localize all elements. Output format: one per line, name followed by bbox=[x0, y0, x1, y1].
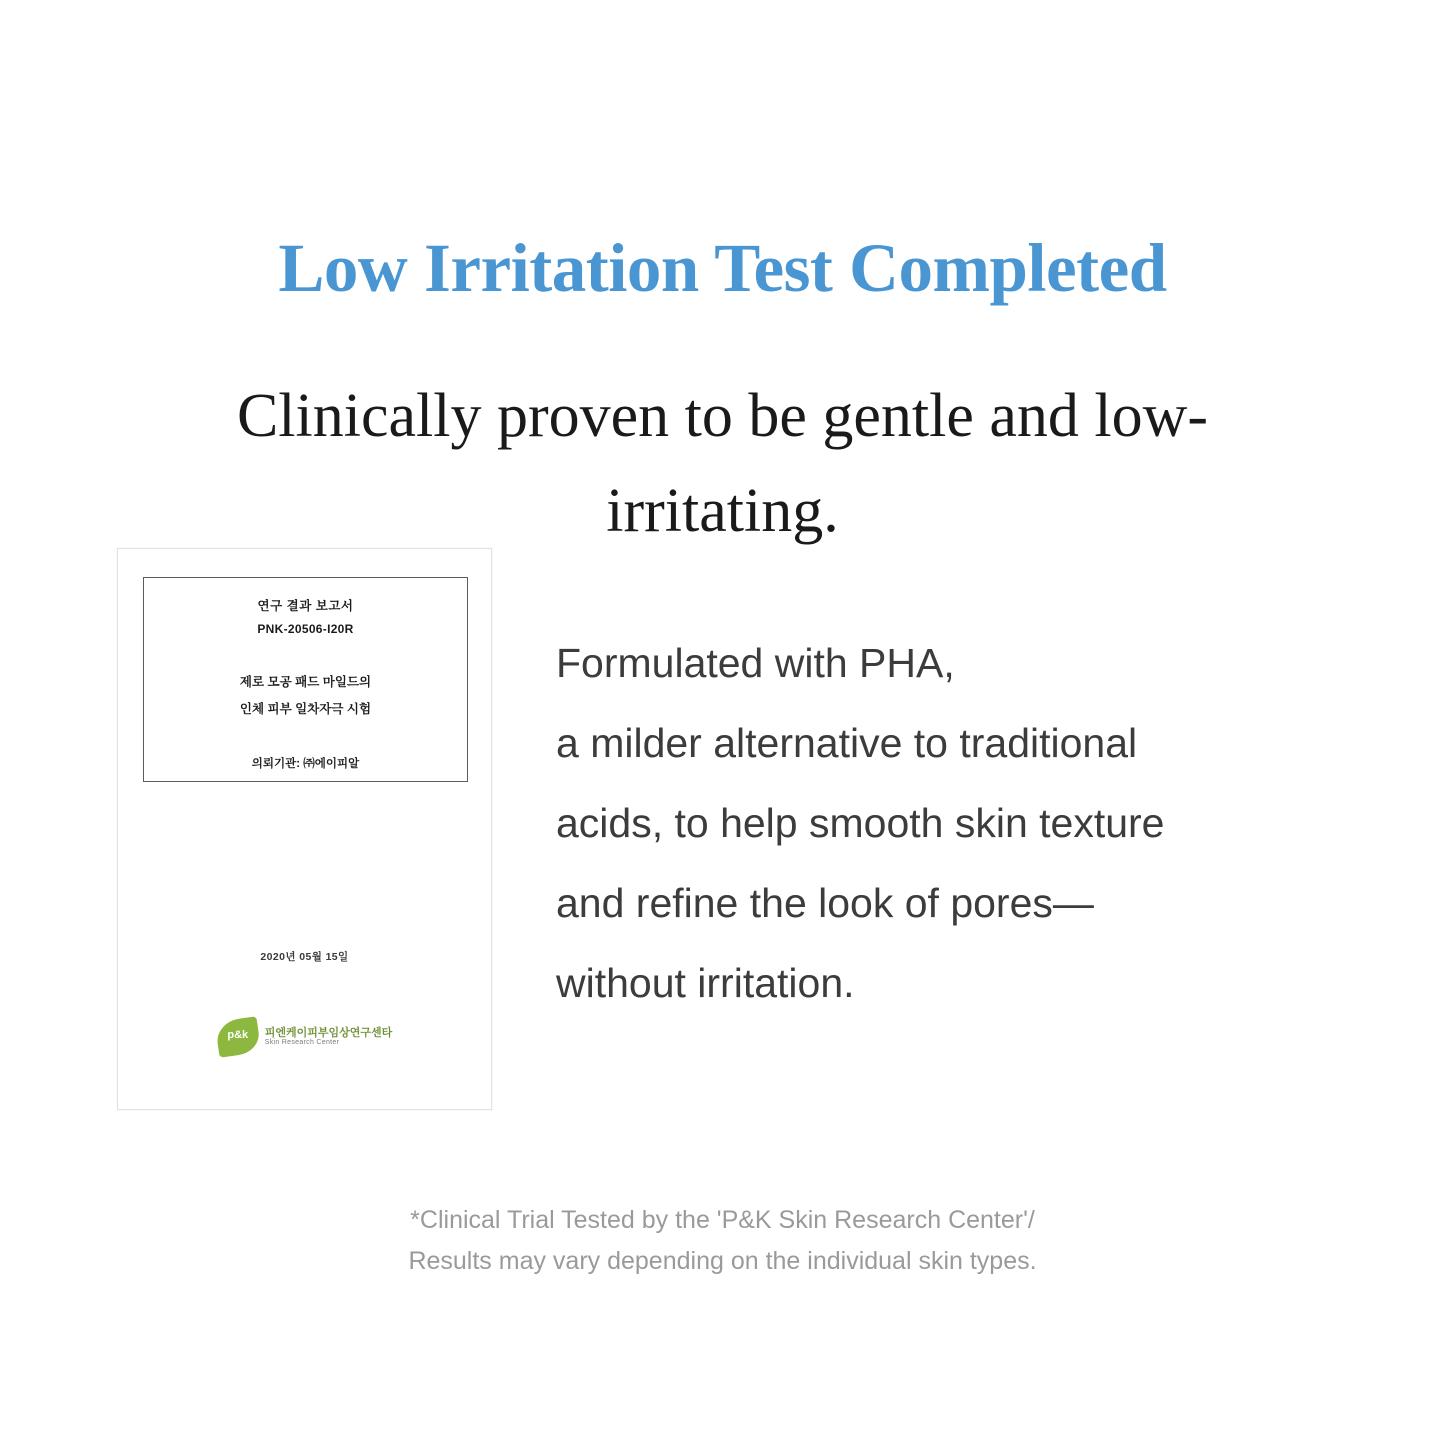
body-copy bbox=[556, 624, 1346, 1024]
certificate-date: 2020년 05월 15일 bbox=[260, 951, 349, 963]
footnote-line-2: Results may vary depending on the individual skin types. bbox=[408, 1246, 1037, 1275]
body-line-1: Formulated with PHA, bbox=[556, 640, 955, 686]
certificate-logo bbox=[118, 1019, 491, 1055]
page-title: Low Irritation Test Completed bbox=[278, 230, 1167, 307]
footnote-line-1: *Clinical Trial Tested by the 'P&K Skin Research Center'/ bbox=[410, 1206, 1035, 1234]
certificate-subject-line-2: 인체 피부 일차자극 시험 bbox=[239, 702, 372, 716]
page-subtitle: Clinically proven to be gentle and low-irritating. bbox=[236, 382, 1209, 545]
certificate-document bbox=[117, 548, 492, 1110]
body-line-3: acids, to help smooth skin texture bbox=[556, 799, 1165, 846]
leaf-icon bbox=[217, 1019, 259, 1055]
body-line-2: a milder alternative to traditional bbox=[556, 719, 1138, 766]
logo-name-kr: 피엔케이피부임상연구센타 bbox=[264, 1026, 393, 1039]
footnote bbox=[0, 1200, 1445, 1281]
certificate-title: 연구 결과 보고서 bbox=[257, 599, 354, 613]
certificate-client: 의뢰기관: ㈜에이피알 bbox=[251, 758, 360, 770]
logo-name-en: Skin Research Center bbox=[264, 1039, 340, 1047]
certificate-code: PNK-20506-I20R bbox=[257, 622, 354, 636]
body-line-4: and refine the look of pores— bbox=[556, 879, 1094, 926]
body-line-5: without irritation. bbox=[556, 959, 855, 1006]
certificate-subject-line-1: 제로 모공 패드 마일드의 bbox=[239, 675, 372, 689]
logo-mark-text: p&k bbox=[227, 1029, 249, 1041]
certificate-header-box bbox=[143, 577, 468, 782]
logo-wordmark bbox=[265, 1027, 393, 1048]
